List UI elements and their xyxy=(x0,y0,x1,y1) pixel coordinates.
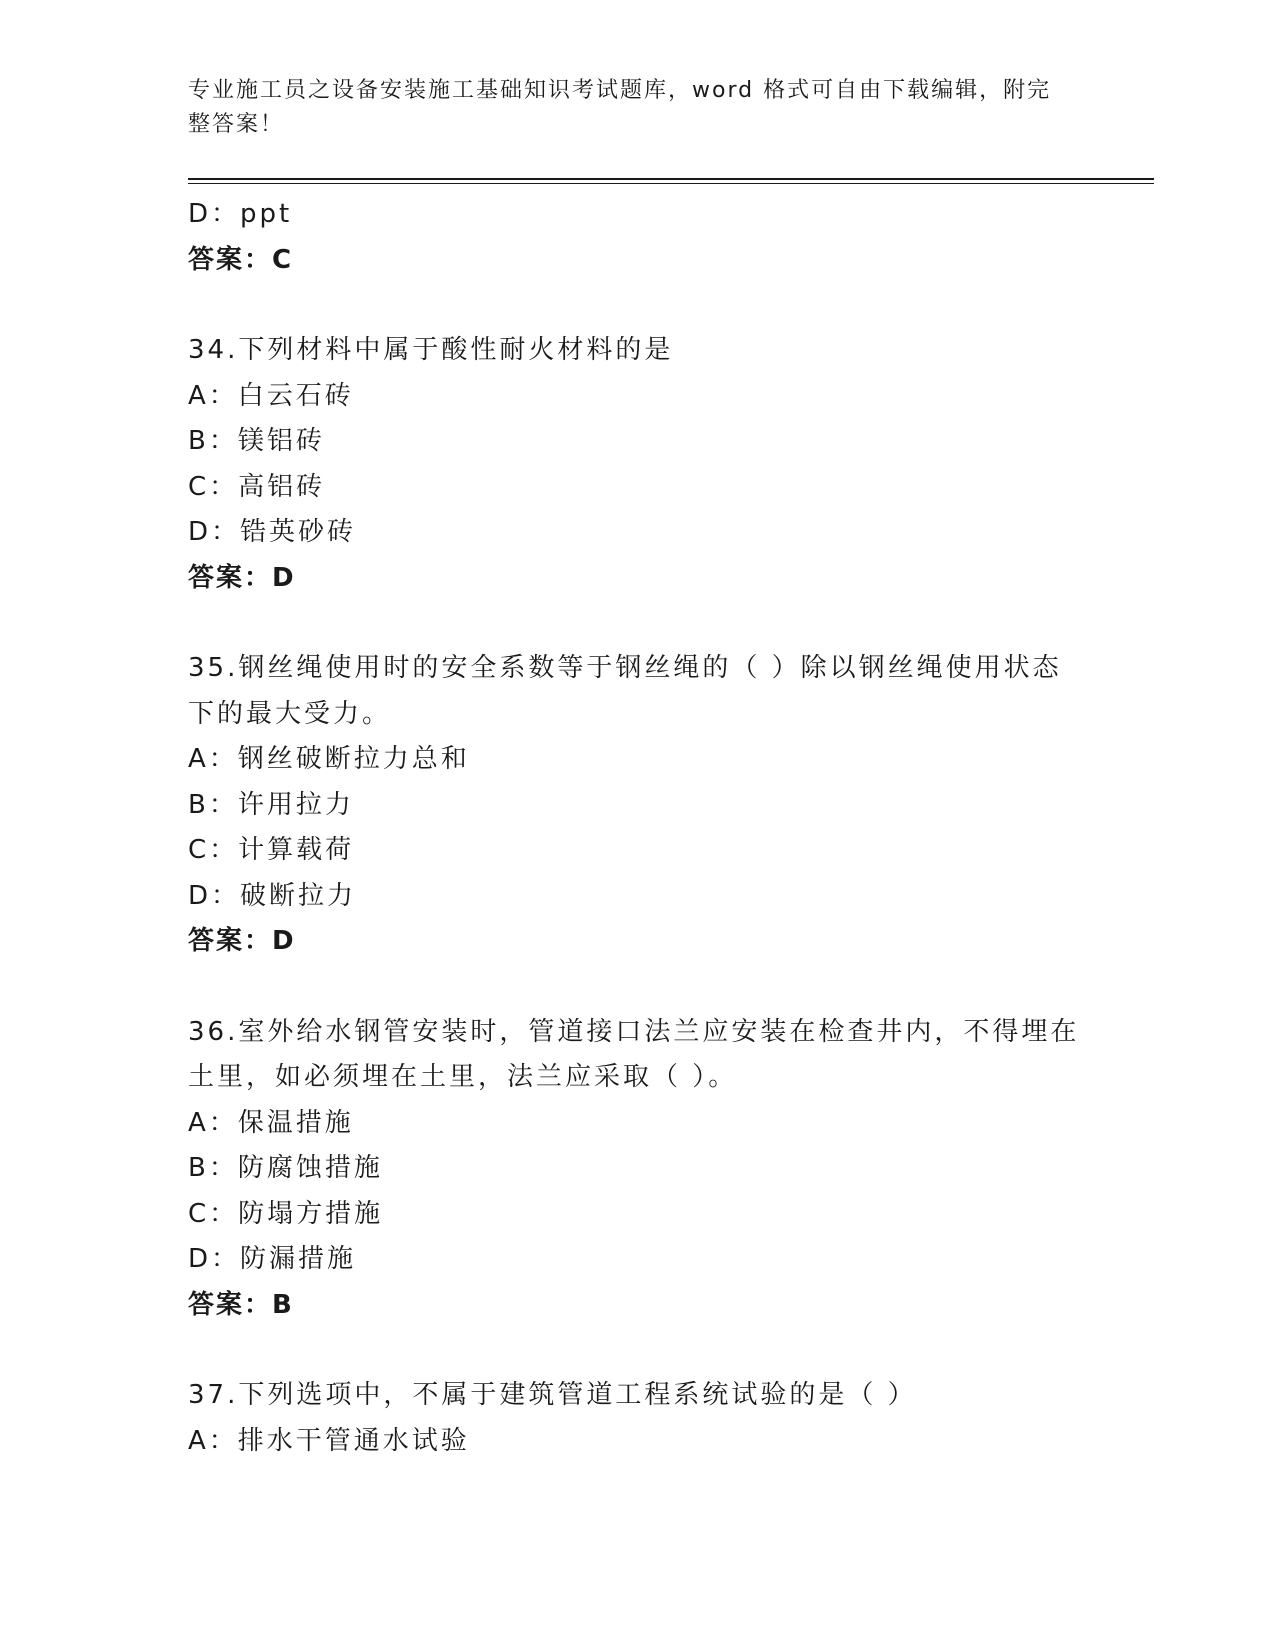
spacer xyxy=(188,283,1088,328)
option-b: B：防腐蚀措施 xyxy=(188,1153,383,1183)
option-d: D：防漏措施 xyxy=(188,1244,357,1274)
option-a: A：排水干管通水试验 xyxy=(188,1425,470,1456)
question-content xyxy=(188,192,1088,1464)
answer: 答案：D xyxy=(188,926,296,956)
option-b: B：许用拉力 xyxy=(188,789,354,820)
question-text: 37.下列选项中，不属于建筑管道工程系统试验的是（ ） xyxy=(188,1380,917,1410)
answer: 答案：D xyxy=(188,562,296,593)
option-a: A：钢丝破断拉力总和 xyxy=(188,744,470,774)
option-a: A：保温措施 xyxy=(188,1107,354,1138)
option-c: C：防塌方措施 xyxy=(188,1198,384,1229)
prev-option-d: D：ppt xyxy=(188,199,293,229)
option-d: D：锆英砂砖 xyxy=(188,517,357,547)
option-d: D：破断拉力 xyxy=(188,880,357,911)
question-36 xyxy=(188,1010,1088,1329)
header-rule-thin xyxy=(188,183,1154,184)
question-35 xyxy=(188,646,1088,965)
option-c: C：计算载荷 xyxy=(188,835,355,865)
header-line-1: 专业施工员之设备安装施工基础知识考试题库，word 格式可自由下载编辑，附完 xyxy=(188,78,1052,103)
prev-answer: 答案：C xyxy=(188,244,294,275)
question-34 xyxy=(188,328,1088,601)
option-b: B：镁铝砖 xyxy=(188,426,325,456)
question-text: 36.室外给水钢管安装时，管道接口法兰应安装在检查井内，不得埋在 xyxy=(188,1016,1080,1047)
option-c: C：高铝砖 xyxy=(188,471,326,502)
spacer xyxy=(188,965,1088,1010)
document-header xyxy=(188,74,1068,142)
question-text-cont: 下的最大受力。 xyxy=(188,698,392,729)
option-a: A：白云石砖 xyxy=(188,380,354,411)
question-37 xyxy=(188,1373,1088,1464)
question-text: 35.钢丝绳使用时的安全系数等于钢丝绳的（ ）除以钢丝绳使用状态 xyxy=(188,653,1062,683)
header-line-2: 整答案！ xyxy=(188,112,285,137)
spacer xyxy=(188,1328,1088,1373)
header-rule-thick xyxy=(188,178,1154,180)
question-text: 34.下列材料中属于酸性耐火材料的是 xyxy=(188,335,674,365)
question-text-cont: 土里，如必须埋在土里，法兰应采取（ ）。 xyxy=(188,1062,738,1092)
spacer xyxy=(188,601,1088,646)
answer: 答案：B xyxy=(188,1289,294,1320)
